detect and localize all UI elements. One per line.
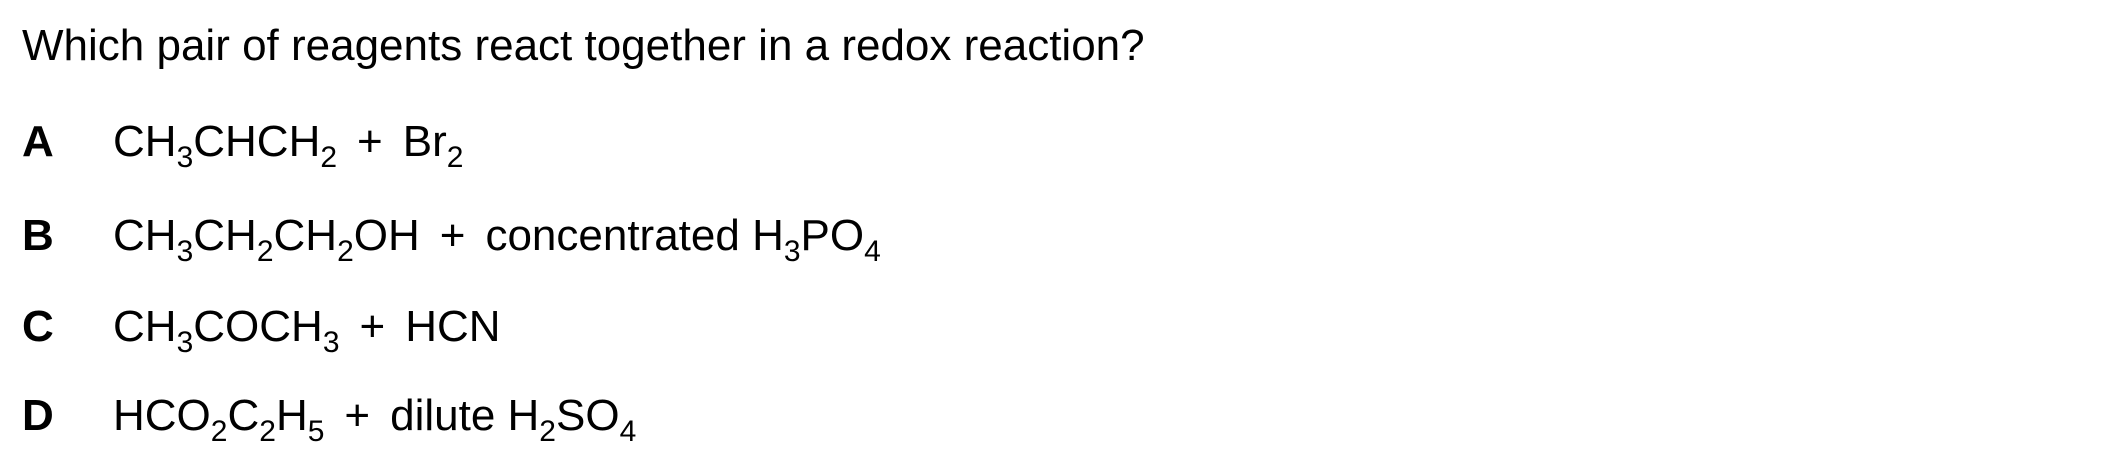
formula-text: SO [555,391,620,440]
reagent-1 [113,211,420,268]
plus-sign: + [344,391,371,440]
formula-text: PO [800,211,865,260]
option-formula [113,386,636,446]
formula-subscript: 4 [864,235,881,268]
formula-text: COCH [193,302,323,351]
formula-text: C [227,391,260,440]
option-letter: D [22,391,54,440]
option-formula [113,112,463,172]
formula-text: CHCH [193,117,321,166]
plus-sign: + [357,117,383,166]
option-formula [113,206,881,266]
formula-subscript: 3 [783,235,801,268]
plus-sign: + [359,302,386,351]
formula-text: CH [113,302,177,351]
formula-subscript: 3 [176,235,194,268]
formula-subscript: 2 [259,415,276,448]
formula-subscript: 2 [320,141,338,174]
formula-subscript: 5 [307,415,325,448]
formula-text: HCO [113,391,211,440]
reagent-2 [402,117,464,174]
formula-subscript: 2 [210,415,228,448]
formula-subscript: 4 [619,415,637,448]
formula-text: HCN [405,302,501,351]
formula-subscript: 3 [176,141,194,174]
option-letter: A [22,117,54,166]
formula-text: CH [273,211,338,260]
formula-text: Br [402,117,447,166]
option-letter: B [22,211,54,260]
formula-text: H [275,391,308,440]
reagent-1 [113,302,340,359]
formula-text: CH [113,117,177,166]
option-formula [113,297,501,357]
reagent-1 [113,117,338,174]
formula-text: CH [113,211,177,260]
formula-text: dilute H [390,391,540,440]
formula-text: CH [193,211,257,260]
formula-subscript: 2 [256,235,274,268]
reagent-2 [390,391,637,448]
reagent-1 [113,391,325,448]
formula-subscript: 3 [322,326,340,359]
question-text: Which pair of reagents react together in a redox reaction? [22,21,1145,70]
reagent-2 [405,302,500,351]
reagent-2 [485,211,881,268]
plus-sign: + [439,211,466,260]
option-letter: C [22,302,54,351]
formula-text: concentrated H [485,211,784,260]
formula-subscript: 2 [337,235,354,268]
formula-subscript: 3 [176,326,194,359]
formula-subscript: 2 [446,141,464,174]
formula-text: OH [353,211,420,260]
formula-subscript: 2 [539,415,556,448]
